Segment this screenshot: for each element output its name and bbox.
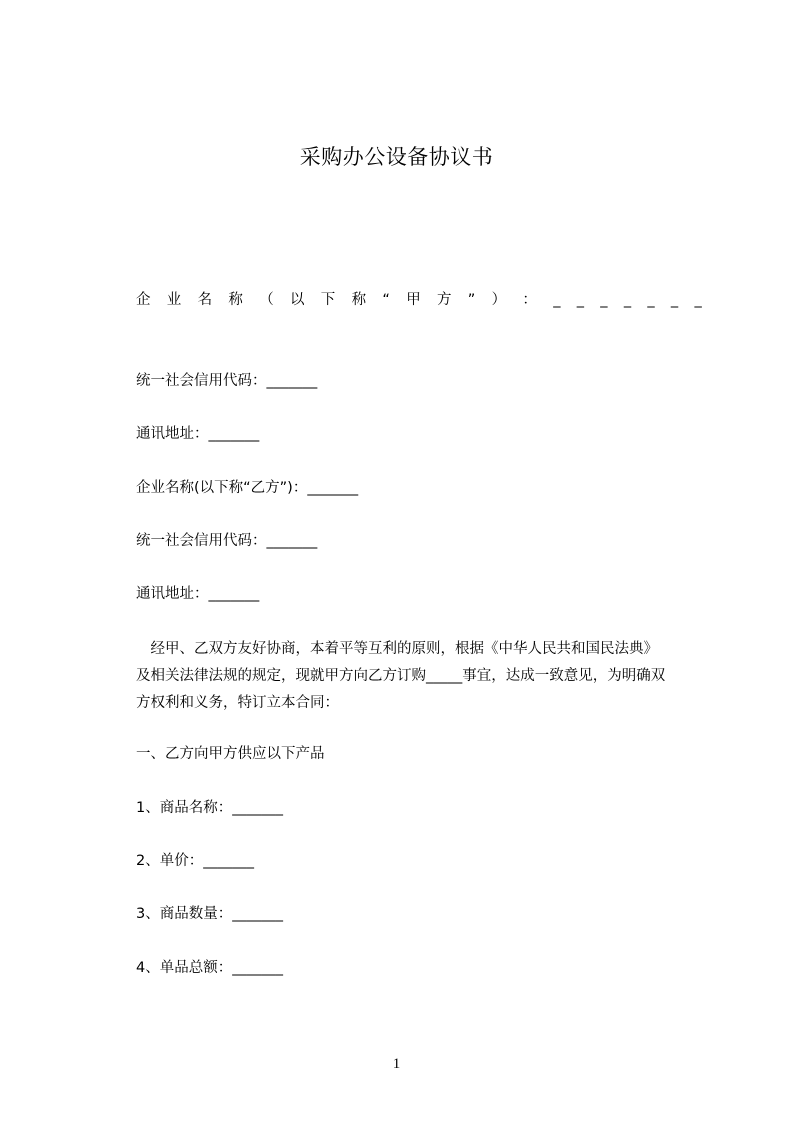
party-a-heading-char: _ — [670, 292, 679, 308]
party-a-heading-char: ） — [491, 292, 507, 308]
party-a-address: 通讯地址：_______ — [136, 426, 260, 442]
section-1-heading: 一、乙方向甲方供应以下产品 — [136, 746, 325, 762]
party-a-heading-char: 称 — [351, 292, 367, 308]
party-a-heading-char: _ — [553, 292, 561, 308]
item-quantity: 3、商品数量：_______ — [136, 906, 283, 922]
party-a-heading-char: 企 — [136, 292, 151, 308]
item-product-name: 1、商品名称：_______ — [136, 800, 283, 816]
party-b-credit-code: 统一社会信用代码：_______ — [136, 533, 318, 549]
party-a-heading-char: 称 — [228, 292, 243, 308]
party-a-heading-char: 方 — [436, 292, 452, 308]
party-a-heading-char: （ — [259, 292, 274, 308]
party-b-name: 企业名称(以下称“乙方”)：_______ — [136, 480, 359, 496]
party-a-heading-char: _ — [647, 292, 655, 308]
party-b-address: 通讯地址：_______ — [136, 586, 260, 602]
party-a-heading-char: 业 — [166, 292, 182, 308]
party-a-heading-char: 甲 — [406, 292, 421, 308]
party-a-heading-char: _ — [576, 292, 584, 308]
party-a-heading-char: _ — [694, 292, 702, 308]
party-a-heading-char: “ — [382, 292, 390, 308]
page-number: 1 — [392, 1056, 401, 1072]
intro-line: 方权利和义务，特订立本合同： — [136, 695, 339, 711]
party-a-heading-char: ” — [467, 292, 476, 308]
intro-line: 经甲、乙双方友好协商，本着平等互利的原则，根据《中华人民共和国民法典》 — [136, 641, 658, 657]
document-title: 采购办公设备协议书 — [299, 145, 494, 169]
intro-line: 及相关法律法规的规定，现就甲方向乙方订购_____事宜，达成一致意见，为明确双 — [136, 668, 666, 684]
party-a-heading-char: _ — [623, 292, 632, 308]
item-total: 4、单品总额：_______ — [136, 960, 283, 976]
party-a-heading-char: 名 — [197, 292, 213, 308]
party-a-credit-code: 统一社会信用代码：_______ — [136, 373, 318, 389]
party-a-heading-char: _ — [600, 292, 608, 308]
party-a-heading-char: ： — [522, 292, 537, 308]
party-a-heading-char: 以 — [289, 292, 305, 308]
item-unit-price: 2、单价：_______ — [136, 853, 254, 869]
intro-paragraph — [136, 636, 702, 717]
party-a-heading-char: 下 — [320, 292, 336, 308]
party-a-name-line — [136, 290, 702, 310]
